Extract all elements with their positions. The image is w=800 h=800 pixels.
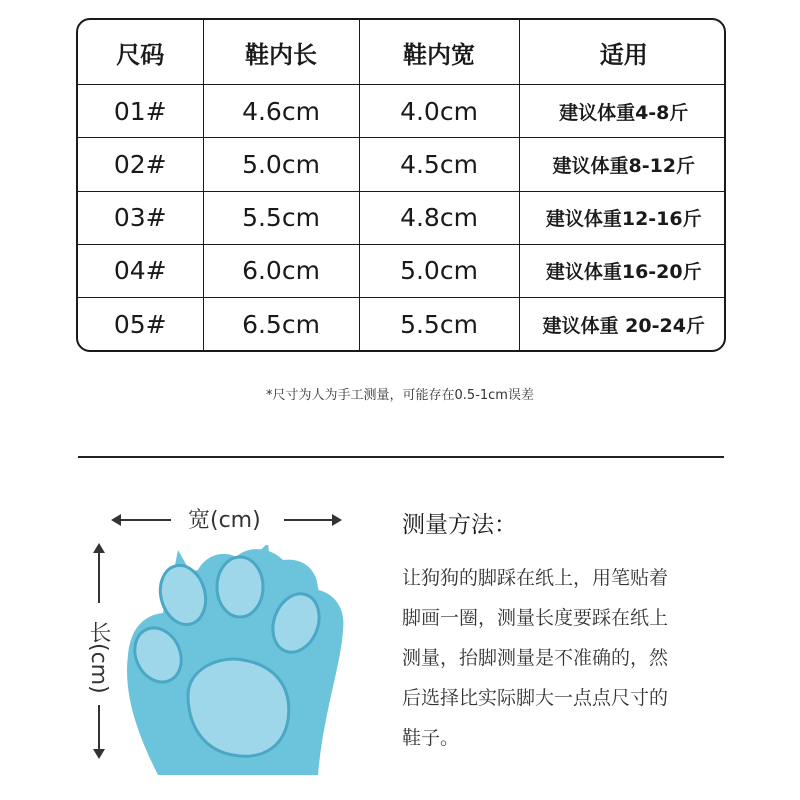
method-title: 测量方法： <box>402 512 517 538</box>
cell-size: 04# <box>78 244 203 297</box>
cell-size: 02# <box>78 138 203 191</box>
cell-length: 6.5cm <box>203 298 359 350</box>
table-row <box>78 85 726 138</box>
table-header-row <box>78 20 726 85</box>
cell-size: 05# <box>78 298 203 350</box>
width-arrow-right-icon <box>284 519 340 521</box>
cell-weight: 建议体重 20-24斤 <box>519 298 726 350</box>
header-inner-width: 鞋内宽 <box>359 20 519 85</box>
cell-width: 4.8cm <box>359 191 519 244</box>
method-line: 测量，抬脚测量是不准确的，然 <box>402 647 669 669</box>
measurement-note: *尺寸为人为手工测量，可能存在0.5-1cm误差 <box>266 388 534 403</box>
cell-weight: 建议体重8-12斤 <box>519 138 726 191</box>
cell-size: 03# <box>78 191 203 244</box>
method-description <box>402 558 732 758</box>
cell-weight: 建议体重12-16斤 <box>519 191 726 244</box>
method-line: 脚画一圈，测量长度要踩在纸上 <box>402 607 669 629</box>
table-row <box>78 244 726 297</box>
cell-length: 6.0cm <box>203 244 359 297</box>
cell-width: 4.5cm <box>359 138 519 191</box>
cell-width: 4.0cm <box>359 85 519 138</box>
cell-length: 5.5cm <box>203 191 359 244</box>
header-suitable: 适用 <box>519 20 726 85</box>
length-arrow-down-icon <box>98 705 100 757</box>
cell-weight: 建议体重4-8斤 <box>519 85 726 138</box>
paw-print-icon <box>118 545 348 775</box>
cell-width: 5.5cm <box>359 298 519 350</box>
width-label: 宽(cm) <box>188 508 261 533</box>
table-row <box>78 138 726 191</box>
width-arrow-left-icon <box>113 519 171 521</box>
header-inner-length: 鞋内长 <box>203 20 359 85</box>
length-label: 长(cm) <box>86 620 111 694</box>
header-size: 尺码 <box>78 20 203 85</box>
method-line: 鞋子。 <box>402 727 460 749</box>
cell-size: 01# <box>78 85 203 138</box>
section-divider <box>78 456 724 458</box>
size-table <box>76 18 726 352</box>
cell-weight: 建议体重16-20斤 <box>519 244 726 297</box>
table-row <box>78 191 726 244</box>
cell-length: 5.0cm <box>203 138 359 191</box>
cell-width: 5.0cm <box>359 244 519 297</box>
cell-length: 4.6cm <box>203 85 359 138</box>
method-line: 后选择比实际脚大一点点尺寸的 <box>402 687 669 709</box>
table-row <box>78 298 726 350</box>
length-arrow-up-icon <box>98 545 100 603</box>
method-line: 让狗狗的脚踩在纸上，用笔贴着 <box>402 567 669 589</box>
